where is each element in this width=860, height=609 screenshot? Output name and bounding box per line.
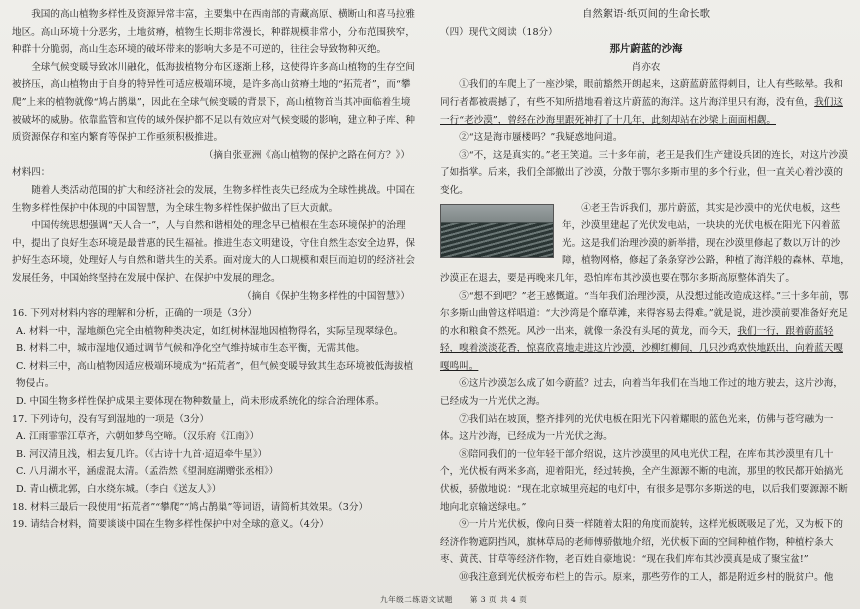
- paragraph-text: ①我们的车爬上了一座沙梁，眼前豁然开朗起来，这蔚蓝蔚蓝得刺目，让人有些眩晕。我和同行者都被震撼了，有些不知所措地看着这片蔚蓝的海洋。这片海洋里只有海，没有鱼，: [440, 79, 843, 108]
- option-17a: A. 江雨霏霏江草齐，六朝如梦鸟空啼。（汉乐府《江南》）: [16, 431, 260, 443]
- right-column: [440, 6, 852, 587]
- option-17d: D. 青山横北郭，白水绕东城。（李白《送友人》）: [16, 484, 222, 496]
- question-16: 16. 下列对材料内容的理解和分析，正确的一项是（3分）: [12, 308, 258, 320]
- paragraph: [440, 288, 852, 376]
- option-16c: C. 材料三中，高山植物因适应极端环境成为“拓荒者”，但气候变暖导致其生态环境被低海拔植物侵占。: [16, 360, 414, 390]
- source-citation: （摘自张亚洲《高山植物的保护之路在何方？》）: [203, 149, 410, 161]
- paragraph-text: ⑤“想不到吧？”老王感慨道。“当年我们治理沙漠，从没想过能改造成这样。”三十多年前，鄂尔多斯山曲曾这样唱道：“大沙湾是个靡草滩，来得容易去得难。”就是说，进沙漠前要准备好充足的水和粮食不然死。风沙一出来，就像一条没有头尾的黄龙，而今天，: [440, 290, 849, 337]
- solar-panel-photo: [440, 204, 554, 258]
- page-footer: [380, 594, 541, 605]
- paragraph: 随着人类活动范围的扩大和经济社会的发展，生物多样性丧失已经成为全球性挑战。中国在生物多样性保护中体现的中国智慧，为全球生物多样性保护做出了巨大贡献。: [12, 184, 415, 214]
- underlined-text: 我们这一行: [440, 96, 843, 126]
- section-header: 自然絮语·纸页间的生命长歌: [582, 8, 710, 20]
- exam-name: 九年级二练语文试题: [380, 595, 453, 604]
- paragraph: ⑥这片沙漠怎么成了如今蔚蓝？过去，向着当年我们在当地工作过的地方驶去，这片沙海，已经成为一片光伏之海。: [440, 378, 843, 408]
- paragraph: ④老王告诉我们，那片蔚蓝，其实是沙漠中的光伏电板，这些年，沙漠里建起了光伏发电站，一块块的光伏电板在阳光下闪着蓝光。这是我们治理沙漠的新举措，现在沙漠里修起了数以万计的沙障，植物网格，修起了条条穿沙公路，种植了海洋般的森林、草地，沙漠正在退去，要是再晚来几年，恐怕库布其沙漠也要在鄂尔多斯高原整体消失了。: [440, 202, 850, 284]
- paragraph: ③“不，这是真实的。”老王笑道。三十多年前，老王是我们生产建设兵团的连长，对这片沙漠了如指掌。后来，我们全部撤出了沙漠，分散于鄂尔多斯市里的多个行业，但一直关心着沙漠的变化。: [440, 149, 848, 196]
- source-citation: （摘自《保护生物多样性的中国智慧》）: [242, 290, 410, 302]
- underlined-text: 我们一行，跟着蔚蓝轻轻，嗅着淡淡花香，惊喜欣喜地走进这片沙漠，沙柳红柳间，几只沙鸡欢快地跃出，向着蓝天嘎嘎鸣叫。: [440, 325, 843, 372]
- page-number: 第 3 页 共 4 页: [469, 595, 528, 604]
- question-17: 17. 下列诗句，没有写到湿地的一项是（3分）: [12, 413, 210, 425]
- paragraph: 全球气候变暖导致冰川融化，低海拔植物分布区逐渐上移，这使得许多高山植物的生存空间被挤压，高山植物由于自身的特异性可适应极端环境，是许多高山贫瘠土地的“拓荒者”，而“攀爬”上来的植物就像“鸠占鹊巢”，因此在全球气候变暖的背景下，高山植物首当其冲面临着生境被破坏的威胁。依靠监管和宣传的域外保护都不足以有效应对气候变暖的影响，建立种子库、种质资源保存和室内繁育等保护工作亟须积极推进。: [12, 61, 415, 144]
- option-17b: B. 河汉清且浅，相去复几许。（《古诗十九首·迢迢牵牛星》）: [16, 448, 268, 460]
- paragraph: ⑩我注意到光伏板旁布栏上的告示。原来，那些劳作的工人，都是附近乡村的脱贫户。他: [459, 572, 834, 583]
- paragraph: ⑦我们站在坡顶，整齐排列的光伏电板在阳光下闪着耀眼的蓝色光来，仿佛与苍穹融为一体。这片沙海，已经成为一片光伏之海。: [440, 413, 834, 443]
- paragraph: ⑧陪同我们的一位年轻干部介绍说，这片沙漠里的风电光伏工程，在库布其沙漠里有几十个，光伏板有两米多高，迎着阳光，经过转换，全产生源源不断的电流，那里的牧民都开始搞光伏板，骄傲地说：“现在北京城里亮起的电灯中，有很多是鄂尔多斯送的电，以后我们要源源不断地向北京输送绿电。”: [440, 448, 848, 513]
- paragraph: [440, 76, 852, 129]
- paragraph: ⑨一片片光伏板，像向日葵一样随着太阳的角度而旋转，这样光板既吸足了光，又为板下的经济作物遮阴挡风，旗林草局的老师傅骄傲地介绍，光伏板下面的空间种植作物，种植柠条大枣、黄芪、甘草等经济作物，老百姓自豪地说：“现在我们库布其沙漠真是成了聚宝盆!”: [440, 519, 843, 566]
- question-19: 19. 请结合材料，简要谈谈中国在生物多样性保护中对全球的意义。（4分）: [12, 519, 330, 531]
- option-17c: C. 八月湖水平，涵虚混太清。（孟浩然《望洞庭湖赠张丞相》）: [16, 466, 279, 478]
- article-author: 肖亦农: [631, 61, 661, 73]
- section-label: （四）现代文阅读（18分）: [440, 26, 558, 38]
- underlined-text: “老沙漠”，曾经在沙海里跟死神打了十几年，此刻却站在沙梁上面面相觑。: [459, 114, 776, 126]
- paragraph: 我国的高山植物多样性及资源异常丰富，主要集中在西南部的青藏高原、横断山和喜马拉雅地区。高山环境十分恶劣，土地贫瘠，植物生长期非常漫长，种群规模非常小，分布范围狭窄，种群十分脆弱，高山生态环境的破坏带来的影响大多是不可逆的，往往会导致物种灭绝。: [12, 9, 415, 56]
- option-16a: A. 材料一中，湿地颜色完全由植物种类决定，如红树林湿地因植物得名，实际呈现翠绿色。: [16, 325, 404, 337]
- paragraph: ②“这是海市蜃楼吗？”我疑惑地问道。: [459, 132, 623, 144]
- material-heading: 材料四：: [12, 167, 51, 179]
- left-column: [12, 6, 418, 534]
- option-16d: D. 中国生物多样性保护成果主要体现在物种数量上，尚未形成系统化的综合治理体系。: [16, 396, 385, 408]
- question-18: 18. 材料三最后一段使用“拓荒者”“攀爬”“鸠占鹊巢”等词语，请简析其效果。（3分）: [12, 501, 369, 513]
- article-title: 那片蔚蓝的沙海: [609, 43, 683, 56]
- option-16b: B. 材料二中，城市湿地仅通过调节气候和净化空气维持城市生态平衡，无需其他。: [16, 343, 365, 355]
- paragraph: 中国传统思想强调“天人合一”，人与自然和谐相处的理念早已植根在生态环境保护的治理中，提出了良好生态环境是最普惠的民生福祉。推进生态文明建设，守住自然生态安全边界，保护好生态环境，处理好人与自然和谐共生的关系。面对庞大的人口规模和艰巨而迫切的经济社会发展任务，中国始终坚持在发展中保护、在保护中发展的理念。: [12, 220, 415, 284]
